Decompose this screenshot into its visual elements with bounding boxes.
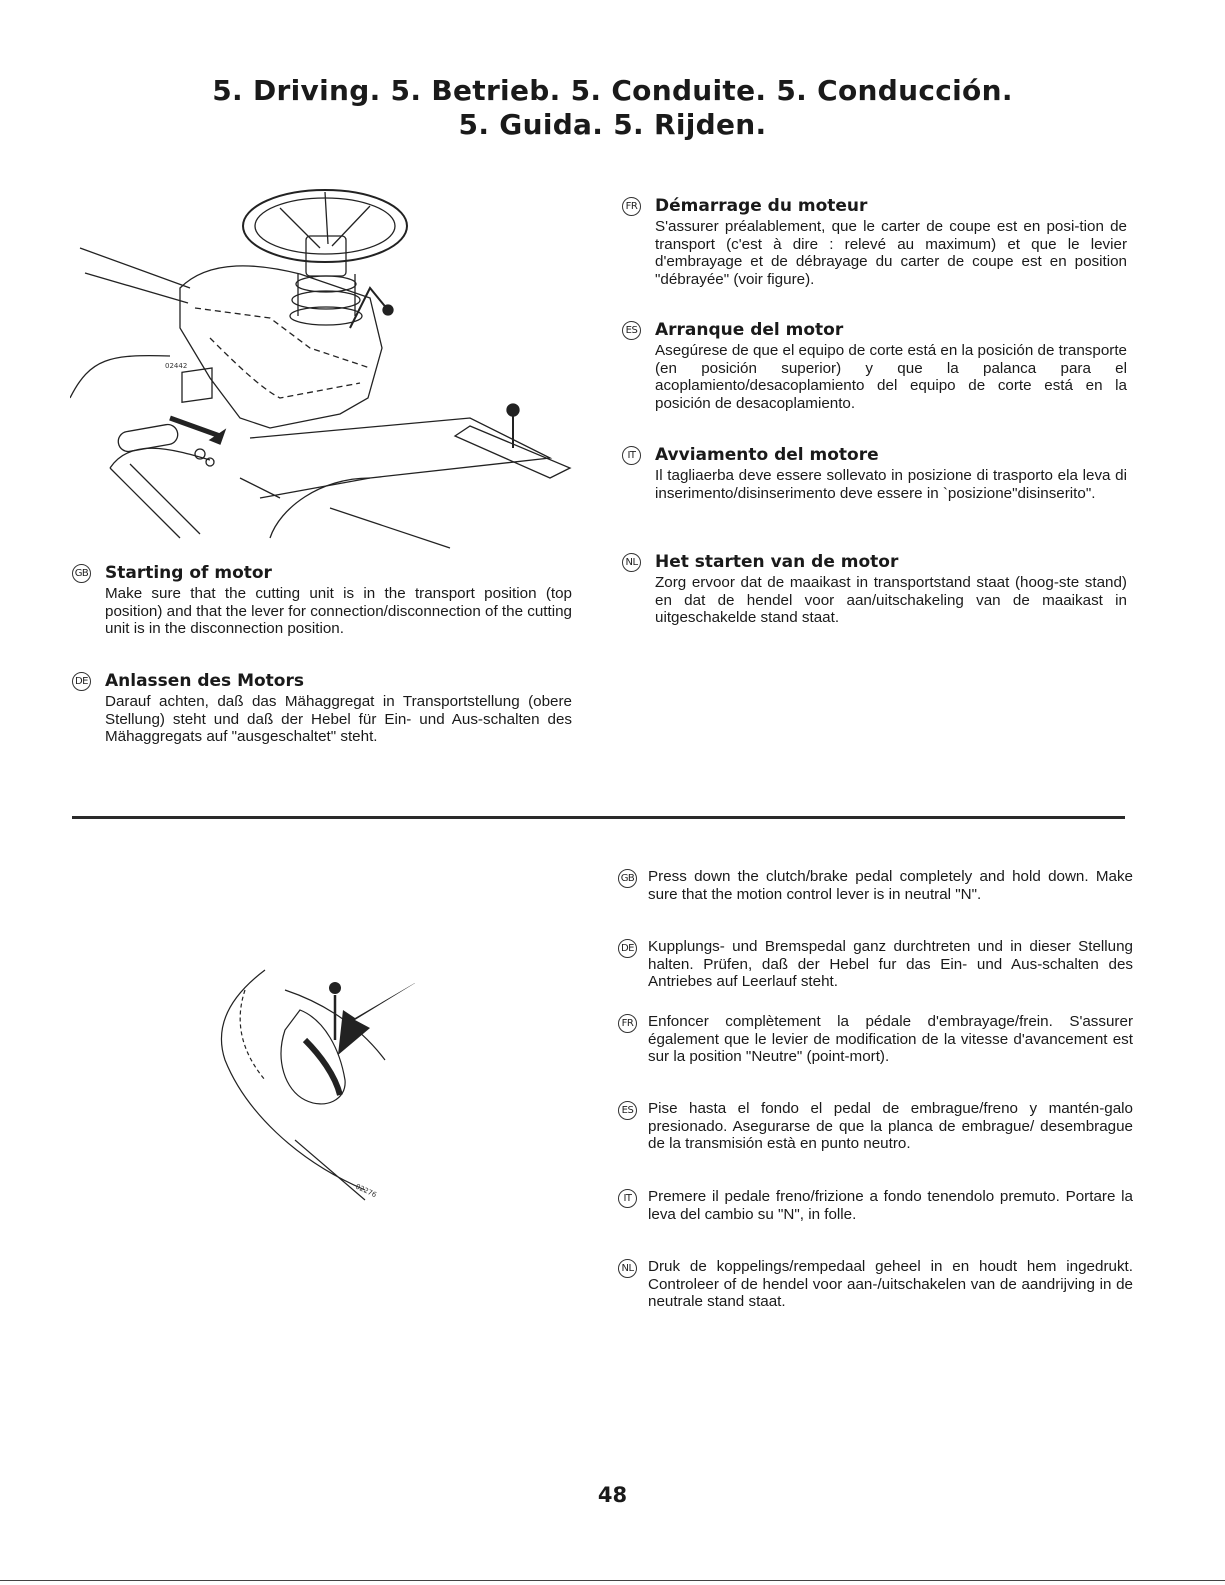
section-body: Make sure that the cutting unit is in the transport position (top position) and that the lever for connection/disconnection of the cutting unit is in the disconnection position. bbox=[105, 585, 572, 637]
language-badge-de: DE bbox=[618, 939, 637, 958]
figure1-label: 02442 bbox=[165, 362, 188, 370]
section-it-starting bbox=[622, 443, 1127, 502]
section-title: Arranque del motor bbox=[655, 320, 844, 340]
language-badge-it: IT bbox=[622, 446, 641, 465]
section-title: Anlassen des Motors bbox=[105, 671, 304, 691]
section-body: Darauf achten, daß das Mähaggregat in Transportstellung (obere Stellung) steht und daß der Hebel für Ein- und Aus-schalten des Mähaggregats auf "ausgeschaltet" steht. bbox=[105, 693, 572, 745]
section-fr-starting bbox=[622, 194, 1127, 288]
section-title: Avviamento del motore bbox=[655, 445, 879, 465]
language-badge-gb: GB bbox=[618, 869, 637, 888]
language-badge-nl: NL bbox=[622, 553, 641, 572]
section-divider bbox=[72, 816, 1125, 819]
title-line-1: 5. Driving. 5. Betrieb. 5. Conduite. 5. Conducción. bbox=[212, 74, 1013, 107]
instruction-text: Druk de koppelings/rempedaal geheel in en houdt hem ingedrukt. Controleer of de hendel voor aan-/uitschakelen van de aandrijving in de neutrale stand staat. bbox=[648, 1258, 1133, 1310]
language-badge-gb: GB bbox=[72, 564, 91, 583]
section-de-starting bbox=[72, 669, 572, 746]
section-body: Zorg ervoor dat de maaikast in transportstand staat (hoog-ste stand) en dat de hendel voor aan/uitschakeling van de maaikast in uitgeschakelde stand staat. bbox=[655, 574, 1127, 626]
language-badge-fr: FR bbox=[622, 197, 641, 216]
tractor-steering-illustration bbox=[70, 178, 590, 558]
language-badge-it: IT bbox=[618, 1189, 637, 1208]
instruction-gb bbox=[618, 868, 1133, 903]
instruction-es bbox=[618, 1100, 1133, 1153]
section-body: Asegúrese de que el equipo de corte está en la posición de transporte (en posición superior) y que la palanca para el acoplamiento/desacoplamiento del equipo de corte está en la posición de desacoplamiento. bbox=[655, 342, 1127, 412]
language-badge-es: ES bbox=[618, 1101, 637, 1120]
page-number: 48 bbox=[597, 1483, 628, 1507]
instruction-text: Pise hasta el fondo el pedal de embrague/freno y mantén-galo presionado. Asegurarse de que la planca de embrague/ desembrague de la transmisión està en punto neutro. bbox=[648, 1100, 1133, 1152]
language-badge-es: ES bbox=[622, 321, 641, 340]
motion-lever-illustration bbox=[205, 960, 415, 1210]
section-es-starting bbox=[622, 318, 1127, 412]
figure2-label: 02276 bbox=[354, 1182, 378, 1200]
language-badge-fr: FR bbox=[618, 1014, 637, 1033]
section-title: Het starten van de motor bbox=[655, 552, 899, 572]
instruction-text: Press down the clutch/brake pedal completely and hold down. Make sure that the motion control lever is in neutral "N". bbox=[648, 868, 1133, 903]
language-badge-de: DE bbox=[72, 672, 91, 691]
instruction-text: Premere il pedale freno/frizione a fondo tenendolo premuto. Portare la leva del cambio su "N", in folle. bbox=[648, 1188, 1133, 1223]
section-body: Il tagliaerba deve essere sollevato in posizione di trasporto ela leva di inserimento/disinserimento deve essere in `posizione"disinserito". bbox=[655, 467, 1127, 502]
instruction-text: Kupplungs- und Bremspedal ganz durchtreten und in dieser Stellung halten. Prüfen, daß der Hebel fur das Ein- und Aus-schalten des Antriebes auf Leerlauf steht. bbox=[648, 938, 1133, 990]
instruction-nl bbox=[618, 1258, 1133, 1311]
instruction-fr bbox=[618, 1013, 1133, 1066]
section-body: S'assurer préalablement, que le carter de coupe est en posi-tion de transport (c'est à dire : relevé au maximum) et que le levier d'embrayage et de débrayage du carter de coupe est en position "débrayée" (voir figure). bbox=[655, 218, 1127, 288]
section-nl-starting bbox=[622, 550, 1127, 627]
section-title: Démarrage du moteur bbox=[655, 196, 868, 216]
section-title: Starting of motor bbox=[105, 563, 272, 583]
page-title bbox=[0, 74, 1225, 142]
language-badge-nl: NL bbox=[618, 1259, 637, 1278]
page-bottom-border bbox=[0, 1580, 1225, 1581]
title-line-2: 5. Guida. 5. Rijden. bbox=[458, 108, 767, 141]
instruction-de bbox=[618, 938, 1133, 991]
section-gb-starting bbox=[72, 561, 572, 638]
instruction-it bbox=[618, 1188, 1133, 1223]
instruction-text: Enfoncer complètement la pédale d'embrayage/frein. S'assurer également que le levier de modification de la vitesse d'avancement est sur la position "Neutre" (point-mort). bbox=[648, 1013, 1133, 1065]
